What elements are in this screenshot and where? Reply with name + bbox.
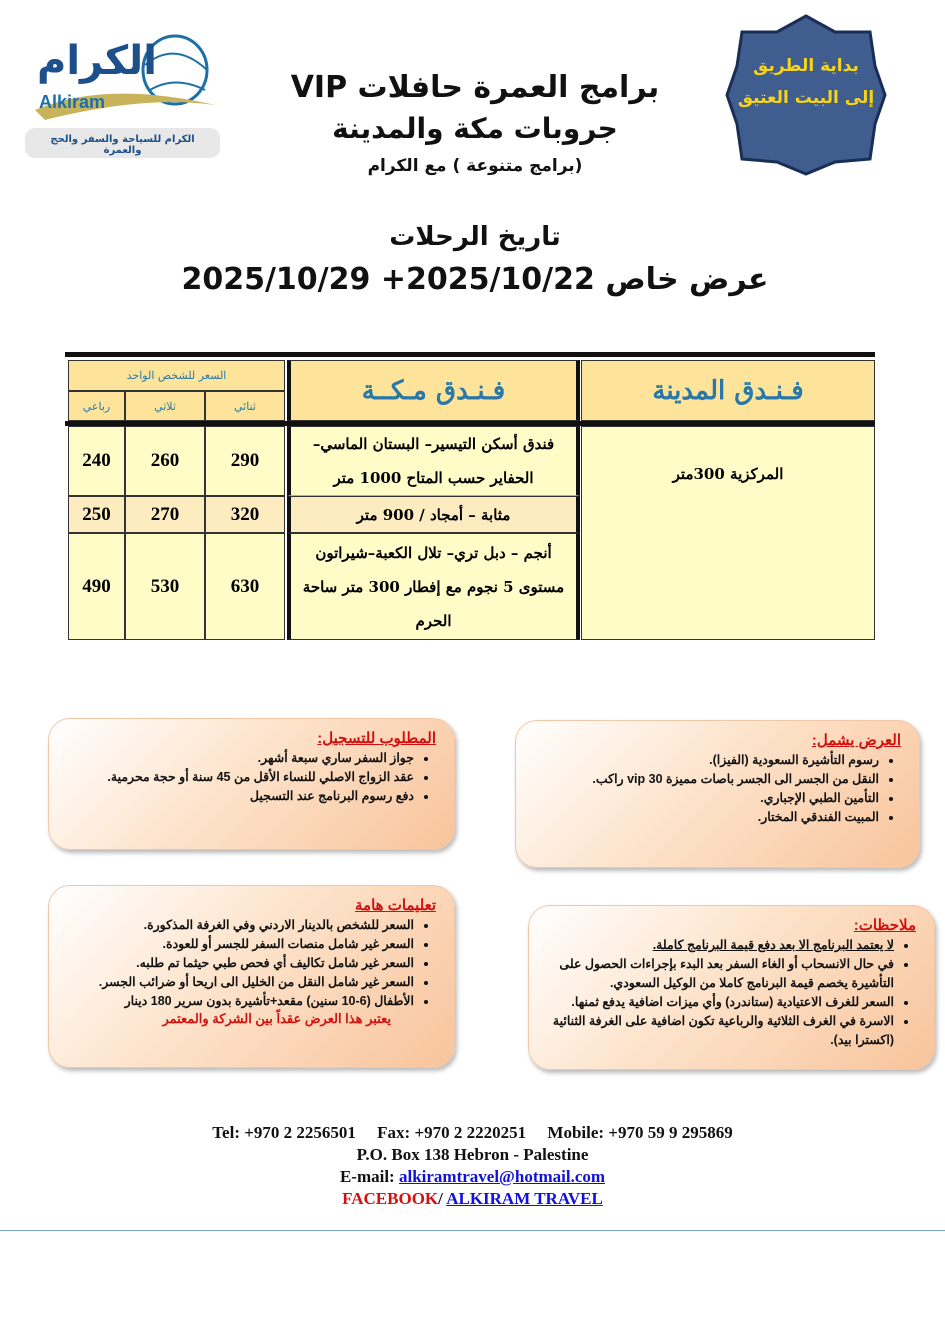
list-item: • جواز السفر ساري سبعة أشهر. — [67, 749, 414, 768]
makkah-hotel-name: أنجم – دبل تري– تلال الكعبة–شيراتون مستوى 5 نجوم مع إفطار 300 متر ساحة الحرم — [287, 533, 580, 640]
col-triple — [125, 391, 205, 421]
list-item: • دفع رسوم البرنامج عند التسجيل — [67, 787, 414, 806]
contract-note: يعتبر هذا العرض عقداً بين الشركة والمعتمر — [162, 1011, 391, 1026]
price-triple: 270 — [125, 496, 205, 533]
program-note: (برامج متنوعة ) مع الكرام — [367, 156, 583, 176]
price-double: 630 — [205, 533, 285, 640]
postal-address: P.O. Box 138 Hebron - Palestine — [356, 1145, 589, 1164]
col-triple-label: ثلاثي — [154, 399, 176, 413]
price-triple: 260 — [125, 426, 205, 496]
price-double: 320 — [205, 496, 285, 533]
list-item: • السعر للشخص بالدينار الاردني وفي الغرفة المذكورة. — [67, 916, 414, 935]
list-item: • السعر غير شامل تكاليف أي فحص طبي حيثما تم طلبه. — [67, 954, 414, 973]
makkah-hotel-header — [287, 360, 580, 421]
madinah-hotel-header — [581, 360, 875, 421]
madinah-hotel-label: المركزية 300متر — [672, 465, 784, 483]
notes-box — [528, 905, 935, 1070]
list-item: • الاسرة في الغرف الثلاثية والرباعية تكون اضافية على الغرفة الثنائية (اكسترا بيد). — [547, 1012, 894, 1050]
list-item: • الأطفال (6-10 سنين) مقعد+تأشيرة بدون سرير 180 دينار — [67, 992, 414, 1011]
dates-title: تاريخ الرحلات — [389, 222, 561, 252]
facebook-link[interactable]: ALKIRAM TRAVEL — [446, 1189, 603, 1208]
footer-divider — [0, 1230, 945, 1231]
list-item: • لا يعتمد البرنامج الا بعد دفع قيمة البرنامج كاملة. — [547, 936, 894, 955]
contact-numbers: Tel: +970 2 2256501 Fax: +970 2 2220251 Mobile: +970 59 9 295869 — [212, 1123, 733, 1142]
list-item: • السعر غير شامل منصات السفر للجسر أو للعودة. — [67, 935, 414, 954]
registration-requirements-box — [48, 718, 455, 850]
facebook-separator: / — [438, 1189, 447, 1208]
madinah-header-label: فـنـدق المدينة — [652, 375, 804, 406]
list-item: • النقل من الجسر الى الجسر باصات مميزة vip 30 راكب. — [534, 770, 879, 789]
list-item: • عقد الزواج الاصلي للنساء الأقل من 45 سنة أو حجة محرمية. — [67, 768, 414, 787]
important-instructions-box — [48, 885, 455, 1068]
price-quad: 250 — [68, 496, 125, 533]
price-header-label: السعر للشخص الواحد — [126, 369, 227, 382]
price-per-person-header — [68, 360, 285, 391]
offer-includes-box — [515, 720, 920, 868]
list-item: • في حال الانسحاب أو الغاء السفر بعد البدء بإجراءات الحصول على التأشيرة يخصم قيمة البرنامج كاملا من الوكيل السعودي. — [547, 955, 894, 993]
program-title: برامج العمرة حافلات VIP — [290, 70, 660, 105]
price-quad: 240 — [68, 426, 125, 496]
facebook-label: FACEBOOK — [342, 1189, 439, 1208]
list-item: • السعر للغرف الاعتيادية (ستاندرد) وأي ميزات اضافية يدفع ثمنها. — [547, 993, 894, 1012]
logo-latin: Alkiram — [39, 92, 106, 112]
email-line — [0, 1167, 945, 1187]
madinah-hotel-name — [581, 426, 875, 640]
col-double-label: ثنائي — [234, 399, 256, 413]
col-double — [205, 391, 285, 421]
program-subtitle: جروبات مكة والمدينة — [332, 112, 618, 145]
list-item: • المبيت الفندقي المختار. — [534, 808, 879, 827]
badge-line2: إلى البيت العتيق — [737, 88, 875, 108]
facebook-line — [0, 1189, 945, 1209]
col-quad-label: رباعي — [82, 399, 111, 413]
special-offer-dates: عرض خاص 2025/10/22+ 2025/10/29 — [181, 262, 769, 297]
box-title: ملاحظات: — [853, 917, 916, 934]
logo-tagline: الكرام للسياحة والسفر والحج والعمرة — [50, 134, 195, 156]
box-title: تعليمات هامة — [355, 897, 436, 914]
email-label: E-mail: — [339, 1167, 399, 1186]
price-triple: 530 — [125, 533, 205, 640]
box-title: العرض يشمل: — [811, 732, 901, 749]
box-title: المطلوب للتسجيل: — [317, 730, 436, 747]
logo-arabic: الكرام — [37, 38, 157, 84]
col-quad — [68, 391, 125, 421]
price-quad: 490 — [68, 533, 125, 640]
badge-line1: بداية الطريق — [753, 56, 859, 76]
list-item: • السعر غير شامل النقل من الخليل الى اريحا أو ضرائب الجسر. — [67, 973, 414, 992]
makkah-hotel-name: مثابة – أمجاد / 900 متر — [287, 496, 580, 533]
email-link[interactable]: alkiramtravel@hotmail.com — [398, 1167, 606, 1186]
price-table — [65, 352, 875, 640]
list-item: • التأمين الطبي الإجباري. — [534, 789, 879, 808]
makkah-hotel-name: فندق أسكن التيسير– البستان الماسي– الحفاير حسب المتاح 1000 متر — [287, 426, 580, 496]
list-item: • رسوم التأشيرة السعودية (الفيزا). — [534, 751, 879, 770]
makkah-header-label: فـنـدق مـكــة — [361, 375, 506, 406]
price-double: 290 — [205, 426, 285, 496]
company-logo — [25, 20, 220, 160]
